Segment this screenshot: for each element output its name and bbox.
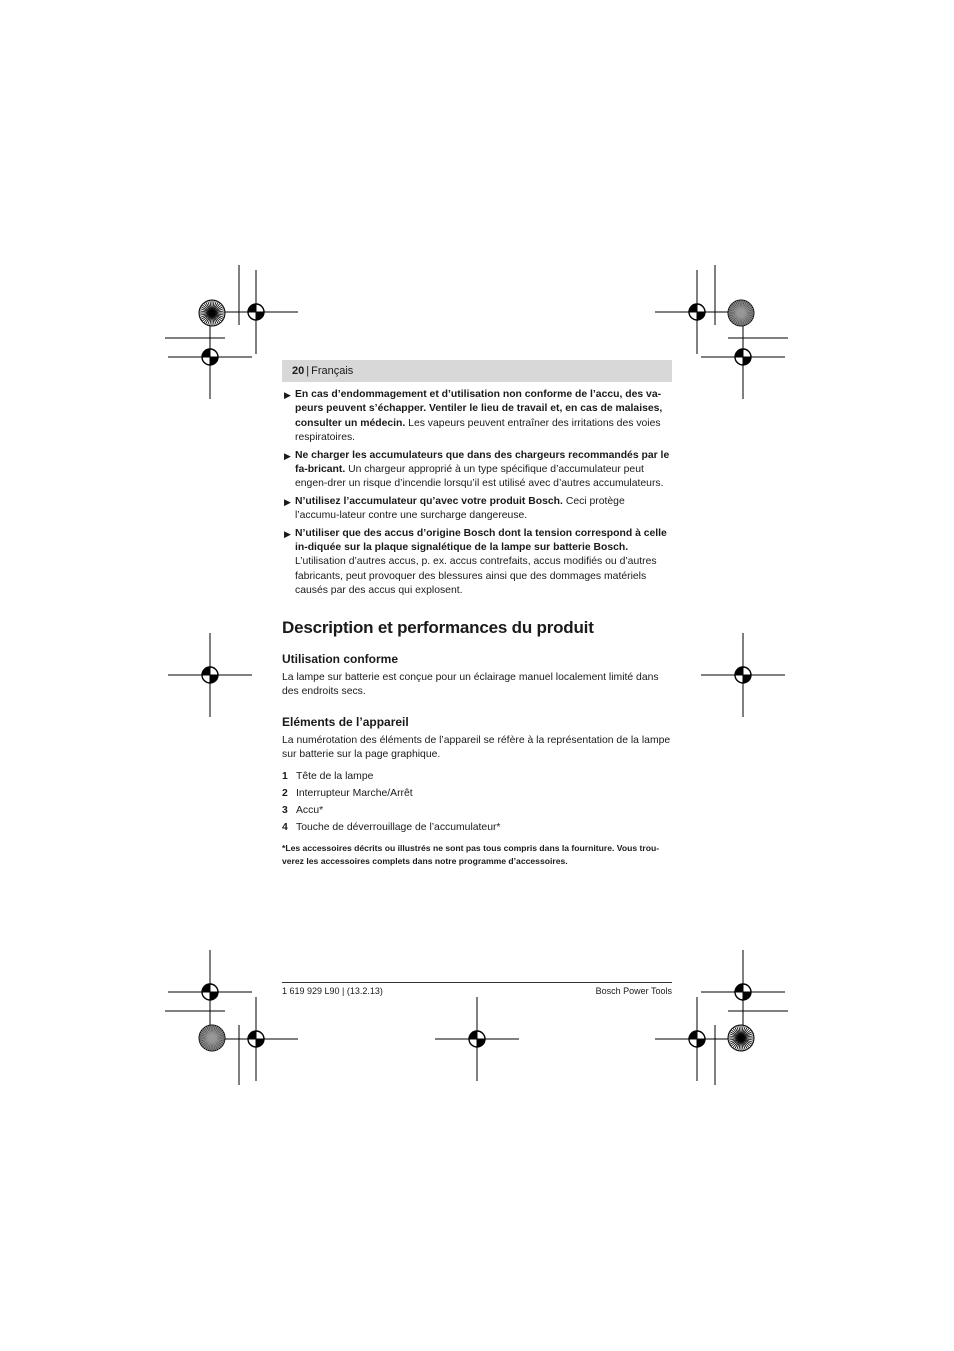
registration-mark-icon — [701, 315, 785, 399]
triangle-right-icon: ▶ — [284, 496, 291, 507]
item-number: 3 — [282, 805, 288, 817]
header-language: Français — [311, 365, 354, 377]
bullet-text: Ceci protège l’accumu-lateur contre une surcharge dangereuse. — [295, 495, 625, 522]
safety-bullet — [282, 527, 672, 599]
list-item — [282, 787, 672, 801]
sunburst-target-icon — [199, 1025, 225, 1051]
page-number: 20 — [292, 365, 305, 377]
bullet-text: Les vapeurs peuvent entraîner des irritations des voies respiratoires. — [295, 417, 661, 444]
item-label: Touche de déverrouillage de l’accumulateur* — [296, 822, 501, 834]
registration-mark-icon — [168, 633, 252, 717]
safety-bullet — [282, 449, 672, 492]
sunburst-target-icon — [199, 300, 225, 326]
triangle-right-icon: ▶ — [284, 528, 291, 539]
item-label: Tête de la lampe — [296, 771, 374, 783]
sunburst-target-icon — [728, 1025, 754, 1051]
registration-mark-icon — [701, 950, 785, 1034]
accessories-footnote: *Les accessoires décrits ou illustrés ne sont pas tous compris dans la fourniture. Vous trou-verez les accessoires complets dans notre programme d’accessoires. — [282, 842, 660, 866]
bullet-text: L’utilisation d’autres accus, p. ex. accus contrefaits, accus modifiés ou d’autres fabricants, peut provoquer des blessures ainsi que des dommages matériels causés par des accus qui explosent. — [295, 556, 657, 597]
registration-mark-icon — [214, 270, 298, 354]
components-intro: La numérotation des éléments de l’appareil se réfère à la représentation de la lampe sur batterie sur la page graphique. — [282, 734, 671, 760]
components-list — [282, 770, 672, 835]
bullet-bold-text: N’utilisez l’accumulateur qu’avec votre produit Bosch. — [295, 495, 563, 507]
footer-doc-number: 1 619 929 L90 | (13.2.13) — [282, 986, 383, 996]
registration-mark-icon — [168, 950, 252, 1034]
item-number: 4 — [282, 822, 288, 834]
registration-mark-icon — [655, 997, 739, 1081]
intended-use-heading: Utilisation conforme — [282, 651, 399, 666]
list-item — [282, 804, 672, 818]
header-separator: | — [306, 365, 310, 377]
bullet-text: Un chargeur approprié à un type spécifique d’accumulateur peut engen-drer un risque d’incendie lorsqu’il est utilisé avec d’autres accumulateurs. — [295, 464, 664, 490]
page-content — [282, 388, 672, 868]
registration-mark-icon — [701, 633, 785, 717]
safety-bullet — [282, 388, 672, 446]
registration-mark-icon — [655, 270, 739, 354]
footer-brand: Bosch Power Tools — [595, 986, 672, 996]
list-item — [282, 821, 672, 835]
item-number: 1 — [282, 771, 288, 783]
registration-mark-icon — [435, 997, 519, 1081]
item-label: Accu* — [296, 805, 324, 817]
intended-use-text: La lampe sur batterie est conçue pour un éclairage manuel localement limité dans des endroits secs. — [282, 671, 659, 698]
safety-warnings — [282, 388, 672, 599]
bullet-bold-text: N’utiliser que des accus d’origine Bosch dont la tension correspond à celle in-diquée sur la plaque signalétique de la lampe sur batterie Bosch. — [295, 527, 667, 554]
components-heading: Eléments de l’appareil — [282, 714, 409, 729]
item-number: 2 — [282, 788, 288, 800]
page-header — [282, 360, 672, 382]
registration-mark-icon — [214, 997, 298, 1081]
bullet-bold-text: En cas d’endommagement et d’utilisation non conforme de l’accu, des va-peurs peuvent s’échapper. Ventiler le lieu de travail et, en cas de malaises, consulter un médecin. — [295, 389, 663, 429]
registration-mark-icon — [168, 315, 252, 399]
safety-bullet — [282, 495, 672, 524]
item-label: Interrupteur Marche/Arrêt — [296, 788, 413, 800]
page-footer — [282, 982, 672, 999]
list-item — [282, 770, 672, 784]
section-title: Description et performances du produit — [282, 617, 594, 637]
triangle-right-icon: ▶ — [284, 390, 291, 400]
triangle-right-icon: ▶ — [284, 450, 291, 461]
sunburst-target-icon — [728, 300, 754, 326]
bullet-bold-text: Ne charger les accumulateurs que dans des chargeurs recommandés par le fa-bricant. — [295, 449, 670, 476]
